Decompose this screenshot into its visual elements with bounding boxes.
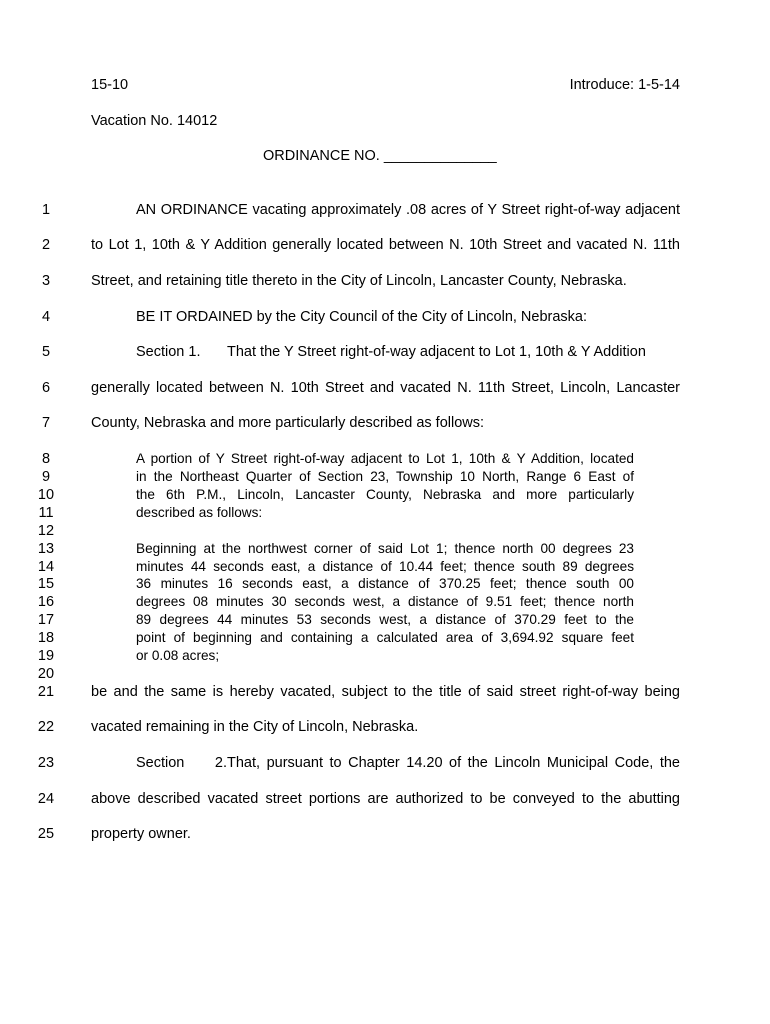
body-line: to Lot 1, 10th & Y Addition generally located between N. 10th Street and vacated N. 11th bbox=[91, 237, 680, 253]
line-number: 20 bbox=[37, 666, 55, 682]
body-line: property owner. bbox=[91, 826, 191, 842]
line-number: 3 bbox=[41, 273, 51, 289]
body-line: vacated remaining in the City of Lincoln, Nebraska. bbox=[91, 719, 419, 735]
line-number: 1 bbox=[41, 202, 51, 218]
line-number: 13 bbox=[37, 541, 55, 557]
description-line: or 0.08 acres; bbox=[136, 648, 220, 663]
line-number: 14 bbox=[37, 559, 55, 575]
line-number: 18 bbox=[37, 630, 55, 646]
line-number: 11 bbox=[38, 505, 54, 521]
line-number: 4 bbox=[41, 309, 51, 325]
description-line: 36 minutes 16 seconds east, a distance of 370.25 feet; thence south 00 bbox=[136, 576, 634, 591]
section-1-label: Section 1. bbox=[136, 344, 201, 360]
description-line: degrees 08 minutes 30 seconds west, a distance of 9.51 feet; thence north bbox=[136, 594, 634, 609]
section-2-label: Section 2. bbox=[136, 755, 227, 771]
description-line: minutes 44 seconds east, a distance of 10.44 feet; thence south 89 degrees bbox=[136, 559, 634, 574]
line-number: 7 bbox=[41, 415, 51, 431]
description-line: A portion of Y Street right-of-way adjacent to Lot 1, 10th & Y Addition, located bbox=[136, 451, 634, 466]
ordinance-title: ORDINANCE NO. ______________ bbox=[263, 148, 497, 164]
description-line: in the Northeast Quarter of Section 23, Township 10 North, Range 6 East of bbox=[136, 469, 634, 484]
line-number: 23 bbox=[37, 755, 55, 771]
body-line: AN ORDINANCE vacating approximately .08 acres of Y Street right-of-way adjacent bbox=[136, 202, 680, 218]
vacation-number: Vacation No. 14012 bbox=[91, 113, 218, 129]
line-number: 8 bbox=[41, 451, 51, 467]
line-number: 2 bbox=[41, 237, 51, 253]
body-line: above described vacated street portions are authorized to be conveyed to the abutting bbox=[91, 791, 680, 807]
line-number: 19 bbox=[37, 648, 55, 664]
line-number: 22 bbox=[37, 719, 55, 735]
line-number: 9 bbox=[41, 469, 51, 485]
description-line: point of beginning and containing a calculated area of 3,694.92 square feet bbox=[136, 630, 634, 645]
line-number: 6 bbox=[41, 380, 51, 396]
line-number: 15 bbox=[37, 576, 55, 592]
description-line: Beginning at the northwest corner of said Lot 1; thence north 00 degrees 23 bbox=[136, 541, 634, 556]
section-1-line bbox=[136, 344, 680, 360]
section-1-text: That the Y Street right-of-way adjacent to Lot 1, 10th & Y Addition bbox=[227, 344, 646, 360]
body-line: be and the same is hereby vacated, subject to the title of said street right-of-way being bbox=[91, 684, 680, 700]
description-line: the 6th P.M., Lincoln, Lancaster County, Nebraska and more particularly bbox=[136, 487, 634, 502]
body-line: generally located between N. 10th Street and vacated N. 11th Street, Lincoln, Lancaster bbox=[91, 380, 680, 396]
document-number: 15-10 bbox=[91, 77, 129, 93]
line-number: 16 bbox=[37, 594, 55, 610]
description-line: described as follows: bbox=[136, 505, 263, 520]
line-number: 25 bbox=[37, 826, 55, 842]
introduce-date: Introduce: 1-5-14 bbox=[569, 77, 680, 93]
body-line: County, Nebraska and more particularly described as follows: bbox=[91, 415, 485, 431]
line-number: 10 bbox=[37, 487, 55, 503]
body-line: BE IT ORDAINED by the City Council of the City of Lincoln, Nebraska: bbox=[136, 309, 588, 325]
line-number: 5 bbox=[41, 344, 51, 360]
description-line: 89 degrees 44 minutes 53 seconds west, a distance of 370.29 feet to the bbox=[136, 612, 634, 627]
line-number: 24 bbox=[37, 791, 55, 807]
line-number: 17 bbox=[37, 612, 55, 628]
section-2-line bbox=[136, 755, 680, 771]
section-2-text: That, pursuant to Chapter 14.20 of the Lincoln Municipal Code, the bbox=[227, 755, 680, 771]
line-number: 12 bbox=[37, 523, 55, 539]
body-line: Street, and retaining title thereto in the City of Lincoln, Lancaster County, Nebraska. bbox=[91, 273, 627, 289]
line-number: 21 bbox=[37, 684, 55, 700]
